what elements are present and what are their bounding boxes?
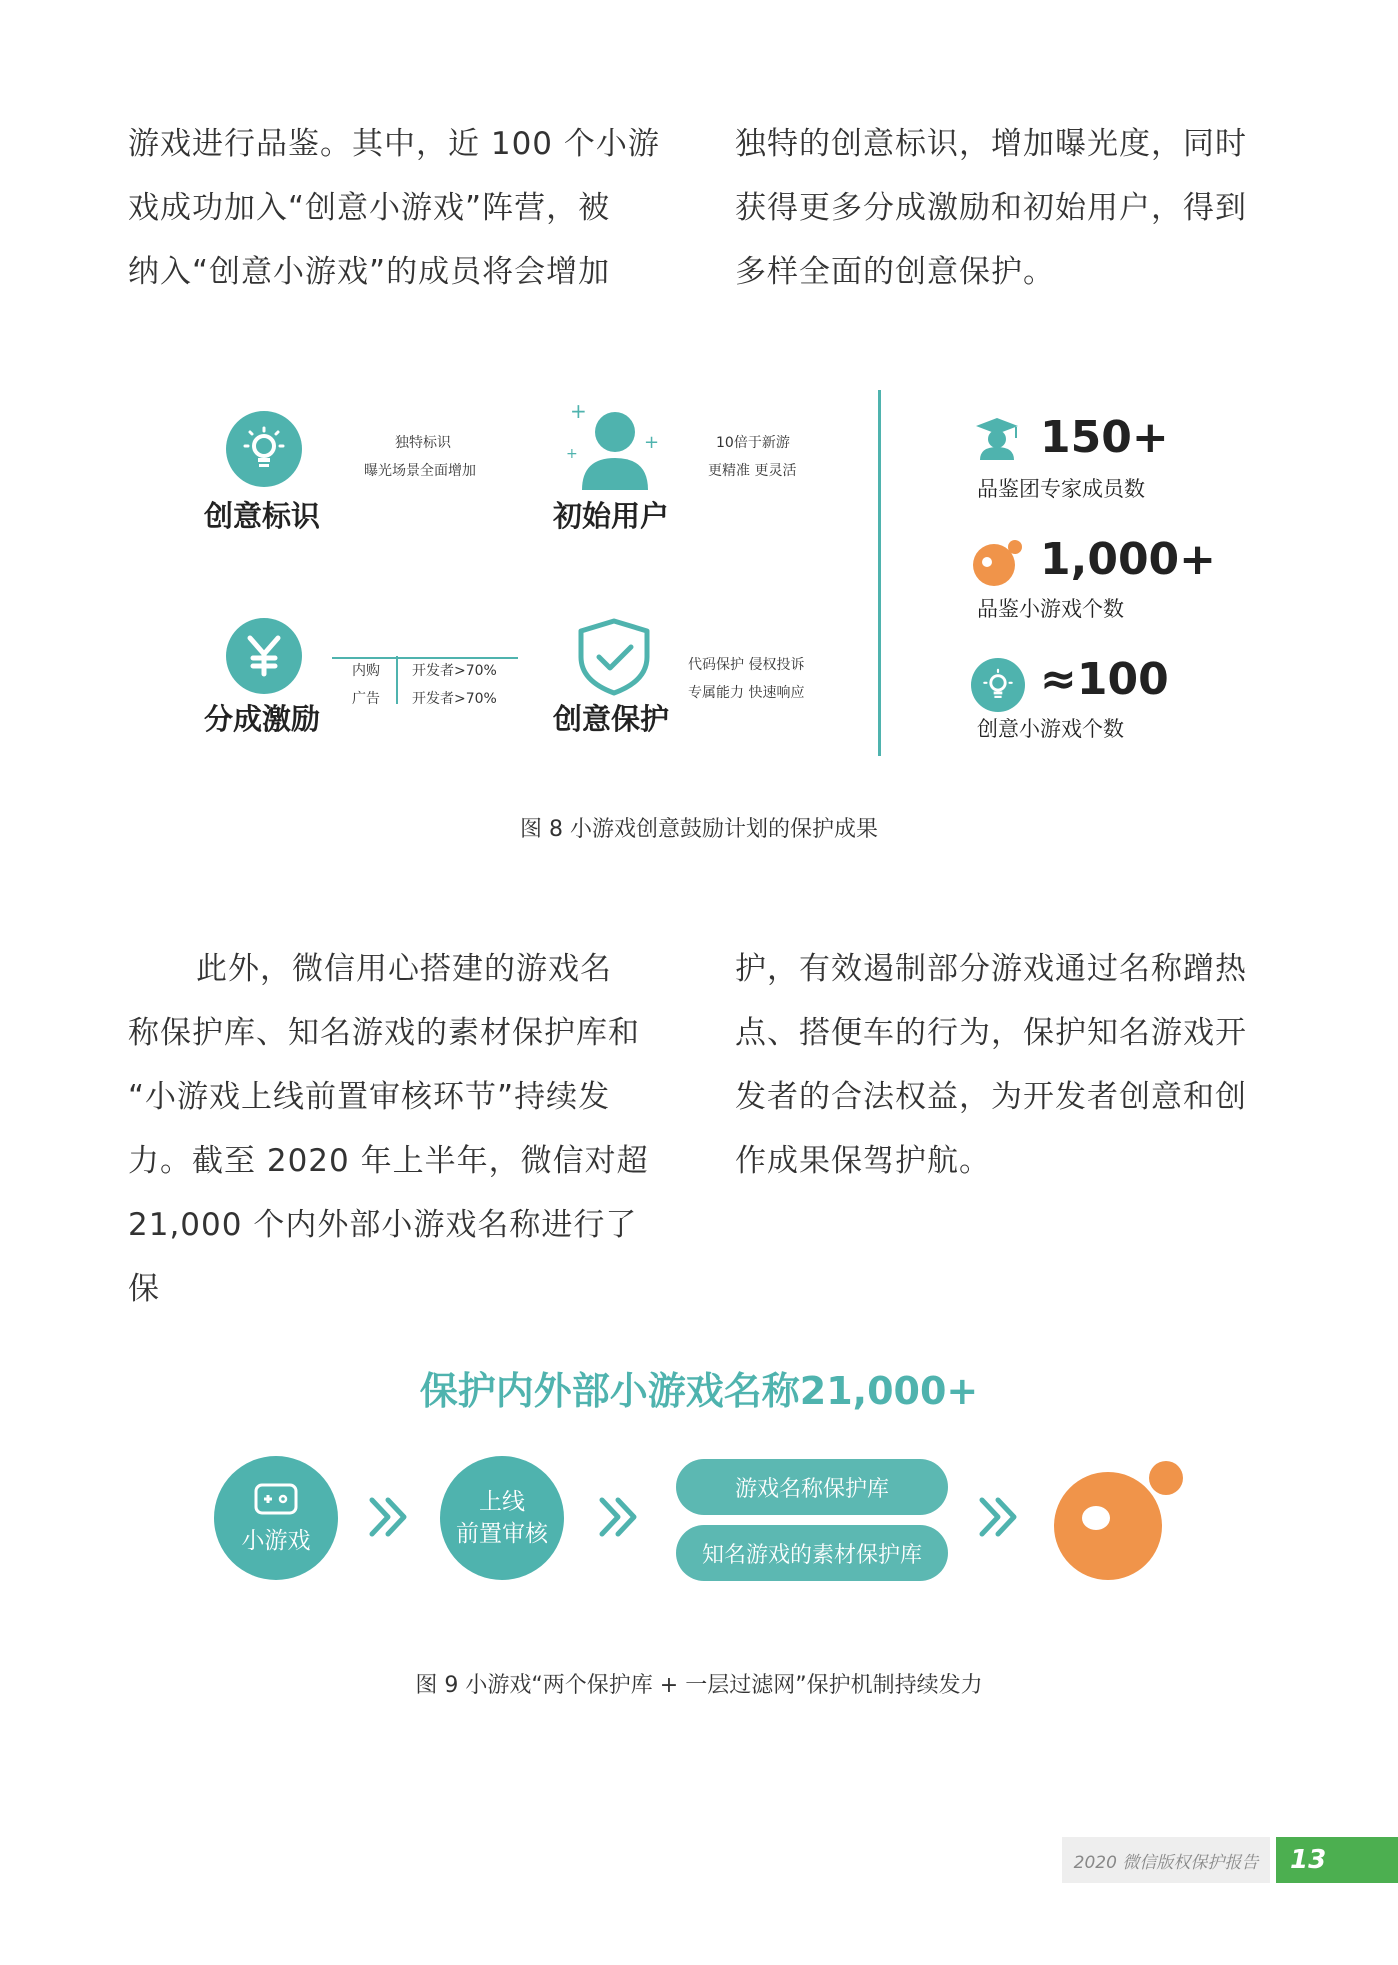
figure-8-caption: 图 8 小游戏创意鼓励计划的保护成果 xyxy=(520,817,878,842)
intro-right-line: 获得更多分成激励和初始用户，得到 xyxy=(735,190,1247,226)
body-right-line: 点、搭便车的行为，保护知名游戏开 xyxy=(735,1015,1247,1051)
svg-text:+: + xyxy=(570,402,587,423)
intro-right-line: 独特的创意标识，增加曝光度，同时 xyxy=(735,126,1247,162)
graduate-icon xyxy=(974,414,1020,460)
step-pre-review xyxy=(440,1456,564,1580)
stat-label: 创意小游戏个数 xyxy=(977,717,1124,741)
step-label: 上线 xyxy=(479,1489,525,1515)
step-minigame xyxy=(214,1456,338,1580)
revenue-type: 内购 xyxy=(352,663,380,679)
page-number: 13 xyxy=(1290,1845,1327,1875)
stat-value: 150+ xyxy=(1040,412,1169,463)
intro-left-column xyxy=(128,112,668,304)
revenue-share: 开发者>70% xyxy=(412,663,497,679)
figure-9-caption: 图 9 小游戏“两个保护库 + 一层过滤网”保护机制持续发力 xyxy=(415,1673,983,1698)
benefit-label-brand: 创意标识 xyxy=(204,499,321,533)
divider xyxy=(332,657,518,659)
revenue-type: 广告 xyxy=(352,691,380,707)
footer-report-title: 2020 微信版权保护报告 xyxy=(1073,1852,1259,1873)
user-icon xyxy=(560,402,660,492)
protect-desc: 代码保护 侵权投诉 xyxy=(688,657,805,673)
benefit-desc: 10倍于新游 xyxy=(716,435,790,451)
stat-label: 品鉴小游戏个数 xyxy=(977,597,1124,621)
footer-report-title-box xyxy=(1062,1837,1270,1883)
intro-left-line: 游戏进行品鉴。其中，近 100 个小游 xyxy=(128,126,660,162)
benefit-label-protect: 创意保护 xyxy=(553,702,670,736)
step-label: 前置审核 xyxy=(456,1521,548,1547)
benefit-label-users: 初始用户 xyxy=(553,499,670,533)
name-protection-library: 游戏名称保护库 xyxy=(676,1459,948,1515)
stat-value: ≈100 xyxy=(1040,654,1169,705)
svg-text:+: + xyxy=(566,446,578,462)
intro-left-line: 纳入“创意小游戏”的成员将会增加 xyxy=(128,254,611,290)
svg-text:+: + xyxy=(644,432,660,453)
body-right-line: 护，有效遏制部分游戏通过名称蹭热 xyxy=(735,951,1247,987)
figure-9-title: 保护内外部小游戏名称21,000+ xyxy=(419,1369,979,1413)
intro-right-column xyxy=(735,112,1275,304)
protect-desc: 专属能力 快速响应 xyxy=(688,685,805,701)
yen-icon xyxy=(226,618,302,694)
step-label: 小游戏 xyxy=(241,1527,311,1554)
minigame-logo-icon xyxy=(971,538,1025,588)
double-chevron-icon xyxy=(366,1494,412,1544)
body-left-line: “小游戏上线前置审核环节”持续发 xyxy=(128,1079,611,1115)
double-chevron-icon xyxy=(596,1494,642,1544)
benefit-desc: 曝光场景全面增加 xyxy=(364,463,476,479)
body-left-line: 此外，微信用心搭建的游戏名 xyxy=(196,951,612,987)
benefit-label-revenue: 分成激励 xyxy=(204,702,321,736)
lightbulb-icon xyxy=(226,411,302,487)
stat-value: 1,000+ xyxy=(1040,534,1217,585)
gamepad-icon xyxy=(253,1482,299,1516)
shield-check-icon xyxy=(575,617,653,697)
figure-divider xyxy=(878,390,881,756)
benefit-desc: 更精准 更灵活 xyxy=(708,463,797,479)
lightbulb-icon xyxy=(971,658,1025,712)
body-right-line: 作成果保驾护航。 xyxy=(735,1143,991,1179)
body-left-line: 力。截至 2020 年上半年，微信对超 xyxy=(128,1143,649,1179)
minigame-logo-icon xyxy=(1050,1452,1190,1582)
body-left-line: 称保护库、知名游戏的素材保护库和 xyxy=(128,1015,640,1051)
double-chevron-icon xyxy=(976,1494,1022,1544)
stat-label: 品鉴团专家成员数 xyxy=(977,477,1145,501)
body-left-column xyxy=(128,937,668,1321)
body-left-line: 21,000 个内外部小游戏名称进行了保 xyxy=(128,1207,638,1307)
intro-left-line: 戏成功加入“创意小游戏”阵营，被 xyxy=(128,190,611,226)
body-right-column xyxy=(735,937,1275,1193)
benefit-desc: 独特标识 xyxy=(395,435,451,451)
revenue-share: 开发者>70% xyxy=(412,691,497,707)
body-right-line: 发者的合法权益，为开发者创意和创 xyxy=(735,1079,1247,1115)
divider xyxy=(396,656,398,704)
intro-right-line: 多样全面的创意保护。 xyxy=(735,254,1055,290)
page-number-box xyxy=(1276,1837,1398,1883)
material-protection-library: 知名游戏的素材保护库 xyxy=(676,1525,948,1581)
